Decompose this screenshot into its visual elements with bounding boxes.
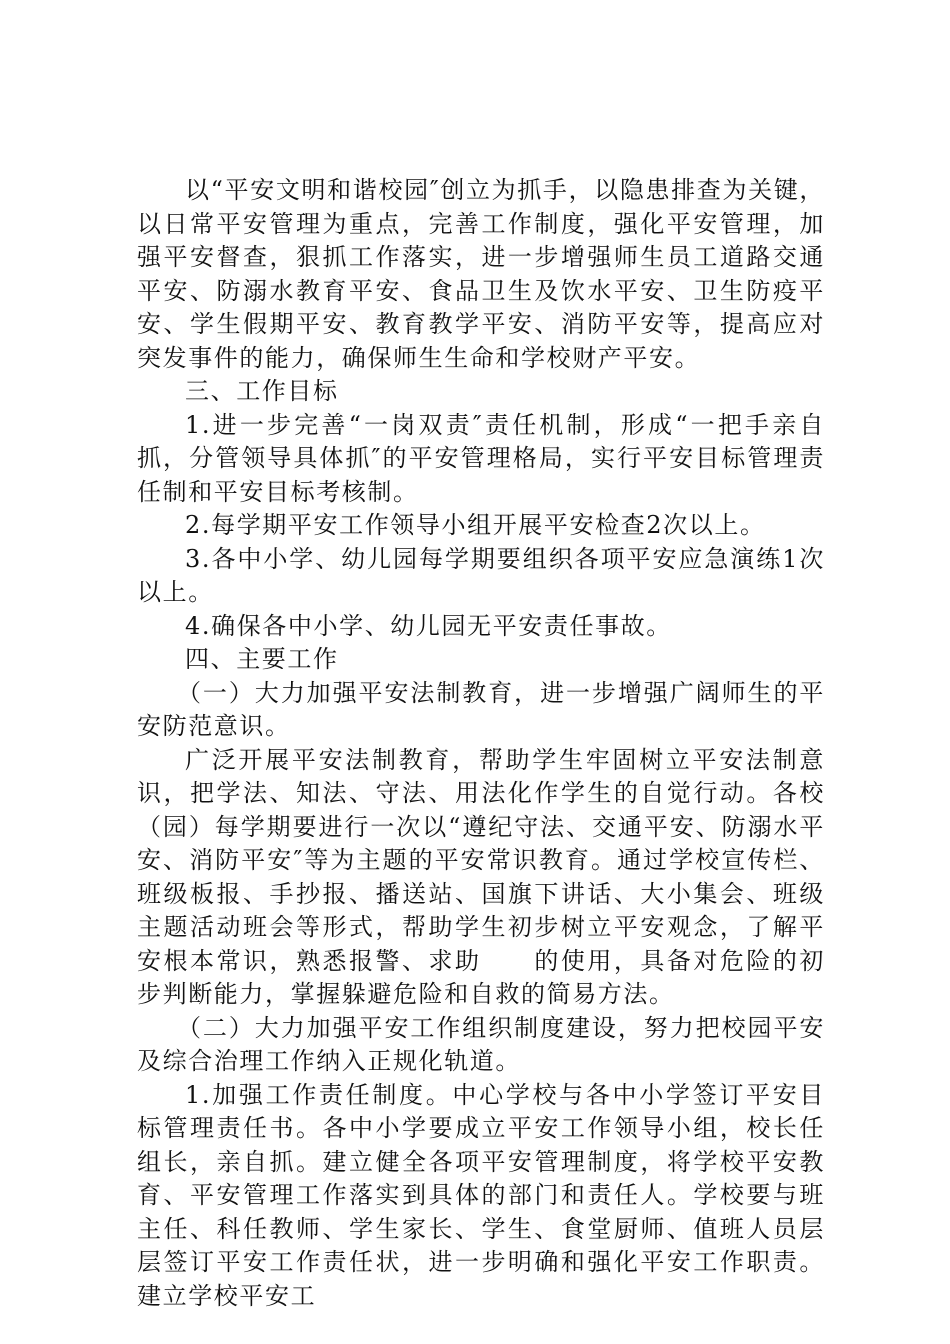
goal-item-2: 2.每学期平安工作领导小组开展平安检查2次以上。 (185, 511, 766, 539)
paragraph-responsibility: 1.加强工作责任制度。中心学校与各中小学签订平安目标管理责任书。各中小学要成立平安工作领导小组，校长任组长，亲自抓。建立健全各项平安管理制度，将学校平安教育、平安管理工作落实到具体的部门和责任人。学校要与班主任、科任教师、学生家长、学生、食堂厨师、值班人员层层签订平安工作责任状，进一步明确和强化平安工作职责。建立学校平安工 (137, 1080, 825, 1310)
subheading-organization: （二）大力加强平安工作组织制度建设，努力把校园平安及综合治理工作纳入正规化轨道。 (137, 1013, 825, 1075)
subheading-legal-education: （一）大力加强平安法制教育，进一步增强广阔师生的平安防范意识。 (137, 678, 825, 740)
paragraph-legal-education: 广泛开展平安法制教育，帮助学生牢固树立平安法制意识，把学法、知法、守法、用法化作学生的自觉行动。各校（园）每学期要进行一次以“遵纪守法、交通平安、防溺水平安、消防平安″等为主题的平安常识教育。通过学校宣传栏、班级板报、手抄报、播送站、国旗下讲话、大小集会、班级主题活动班会等形式，帮助学生初步树立平安观念，了解平安根本常识，熟悉报警、求助 的使用，具备对危险的初步判断能力，掌握躲避危险和自救的简易方法。 (137, 745, 825, 1008)
document-body (137, 174, 825, 1313)
goal-item-3: 3.各中小学、幼儿园每学期要组织各项平安应急演练1次以上。 (137, 544, 825, 606)
goal-item-1: 1.进一步完善“一岗双责″责任机制，形成“一把手亲自抓，分管领导具体抓″的平安管理格局，实行平安目标管理责任制和平安目标考核制。 (137, 410, 825, 506)
goal-item-4: 4.确保各中小学、幼儿园无平安责任事故。 (185, 611, 672, 640)
paragraph-intro: 以“平安文明和谐校园″创立为抓手，以隐患排查为关键，以日常平安管理为重点，完善工作制度，强化平安管理，加强平安督查，狠抓工作落实，进一步增强师生员工道路交通平安、防溺水教育平安、食品卫生及饮水平安、卫生防疫平安、学生假期平安、教育教学平安、消防平安等，提高应对突发事件的能力，确保师生生命和学校财产平安。 (137, 176, 825, 372)
section-heading-main-work: 四、主要工作 (185, 645, 339, 673)
section-heading-goals: 三、工作目标 (185, 377, 339, 405)
